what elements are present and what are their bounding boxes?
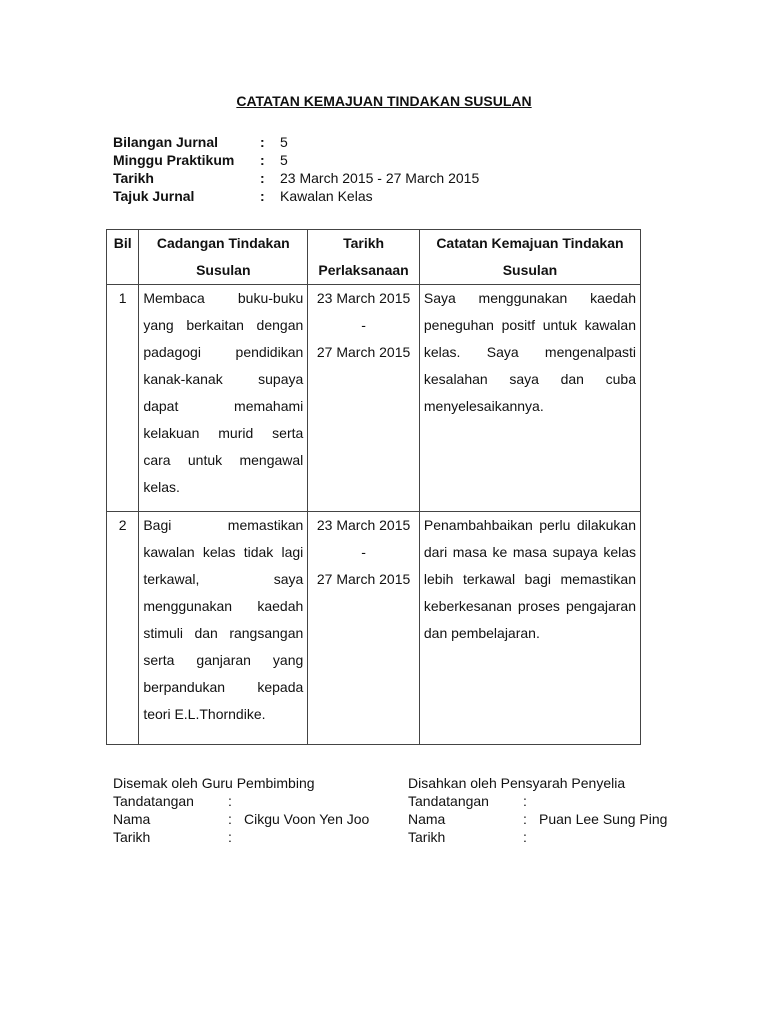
- signature-row-tandatangan: [113, 792, 369, 810]
- info-label: Tarikh: [113, 170, 154, 186]
- signature-label: Tandatangan: [113, 793, 194, 809]
- signature-block-guru: [113, 774, 369, 846]
- info-label: Minggu Praktikum: [113, 152, 235, 168]
- info-colon: :: [260, 134, 265, 150]
- header-tarikh: Tarikh Perlaksanaan: [308, 230, 420, 285]
- cell-tarikh: [308, 285, 420, 512]
- signature-label: Tarikh: [408, 829, 446, 845]
- signature-label: Nama: [113, 811, 151, 827]
- signature-name-value: Cikgu Voon Yen Joo: [244, 811, 370, 827]
- cell-bil: 2: [107, 512, 139, 745]
- cell-catatan: Penambahbaikan perlu dilakukan dari masa ke masa supaya kelas lebih terkawal bagi memastikan keberkesanan proses pengajaran dan pembelajaran.: [419, 512, 640, 745]
- info-colon: :: [260, 170, 265, 186]
- header-bil: Bil: [107, 230, 139, 285]
- tarikh-start: 23 March 2015: [316, 517, 411, 533]
- progress-table: [106, 229, 641, 745]
- cell-tarikh: [308, 512, 420, 745]
- signature-colon: :: [228, 793, 232, 809]
- signature-row-nama: [113, 810, 369, 828]
- info-row-tarikh: [113, 169, 479, 187]
- signature-row-tandatangan: [408, 792, 667, 810]
- signature-colon: :: [523, 793, 527, 809]
- info-colon: :: [260, 188, 265, 204]
- signature-colon: :: [228, 811, 232, 827]
- signature-row-tarikh: [408, 828, 667, 846]
- cell-bil: 1: [107, 285, 139, 512]
- signature-colon: :: [523, 811, 527, 827]
- signature-colon: :: [228, 829, 232, 845]
- info-value: 5: [280, 134, 288, 150]
- info-label: Tajuk Jurnal: [113, 188, 195, 204]
- info-row-minggu-praktikum: [113, 151, 479, 169]
- signature-heading: Disahkan oleh Pensyarah Penyelia: [408, 775, 626, 791]
- info-row-tajuk-jurnal: [113, 187, 479, 205]
- document-title: [0, 93, 768, 109]
- journal-info: [113, 133, 479, 205]
- info-row-bilangan-jurnal: [113, 133, 479, 151]
- signature-row-nama: [408, 810, 667, 828]
- signature-row-tarikh: [113, 828, 369, 846]
- signature-heading: Disemak oleh Guru Pembimbing: [113, 775, 315, 791]
- table-row: [107, 285, 641, 512]
- document-title-text: CATATAN KEMAJUAN TINDAKAN SUSULAN: [236, 93, 532, 109]
- signature-label: Tandatangan: [408, 793, 489, 809]
- table-row: [107, 512, 641, 745]
- signature-label: Nama: [408, 811, 446, 827]
- info-colon: :: [260, 152, 265, 168]
- table-header-row: [107, 230, 641, 285]
- signature-name-value: Puan Lee Sung Ping: [539, 811, 668, 827]
- cell-cadangan: Membaca buku-buku yang berkaitan dengan padagogi pendidikan kanak-kanak supaya dapat memahami kelakuan murid serta cara untuk mengawal kelas.: [139, 285, 308, 512]
- header-cadangan: Cadangan Tindakan Susulan: [139, 230, 308, 285]
- cell-cadangan: Bagi memastikan kawalan kelas tidak lagi terkawal, saya menggunakan kaedah stimuli dan rangsangan serta ganjaran yang berpandukan kepada teori E.L.Thorndike.: [139, 512, 308, 745]
- tarikh-end: 27 March 2015: [316, 571, 411, 587]
- cell-catatan: Saya menggunakan kaedah peneguhan positf untuk kawalan kelas. Saya mengenalpasti kesalahan saya dan cuba menyelesaikannya.: [419, 285, 640, 512]
- tarikh-separator: -: [361, 317, 366, 333]
- info-value: 5: [280, 152, 288, 168]
- tarikh-separator: -: [361, 544, 366, 560]
- info-label: Bilangan Jurnal: [113, 134, 219, 150]
- signature-colon: :: [523, 829, 527, 845]
- signature-label: Tarikh: [113, 829, 151, 845]
- tarikh-start: 23 March 2015: [316, 290, 411, 306]
- tarikh-end: 27 March 2015: [316, 344, 411, 360]
- header-catatan: Catatan Kemajuan Tindakan Susulan: [419, 230, 640, 285]
- info-value: 23 March 2015 - 27 March 2015: [280, 170, 480, 186]
- info-value: Kawalan Kelas: [280, 188, 373, 204]
- signature-block-pensyarah: [408, 774, 667, 846]
